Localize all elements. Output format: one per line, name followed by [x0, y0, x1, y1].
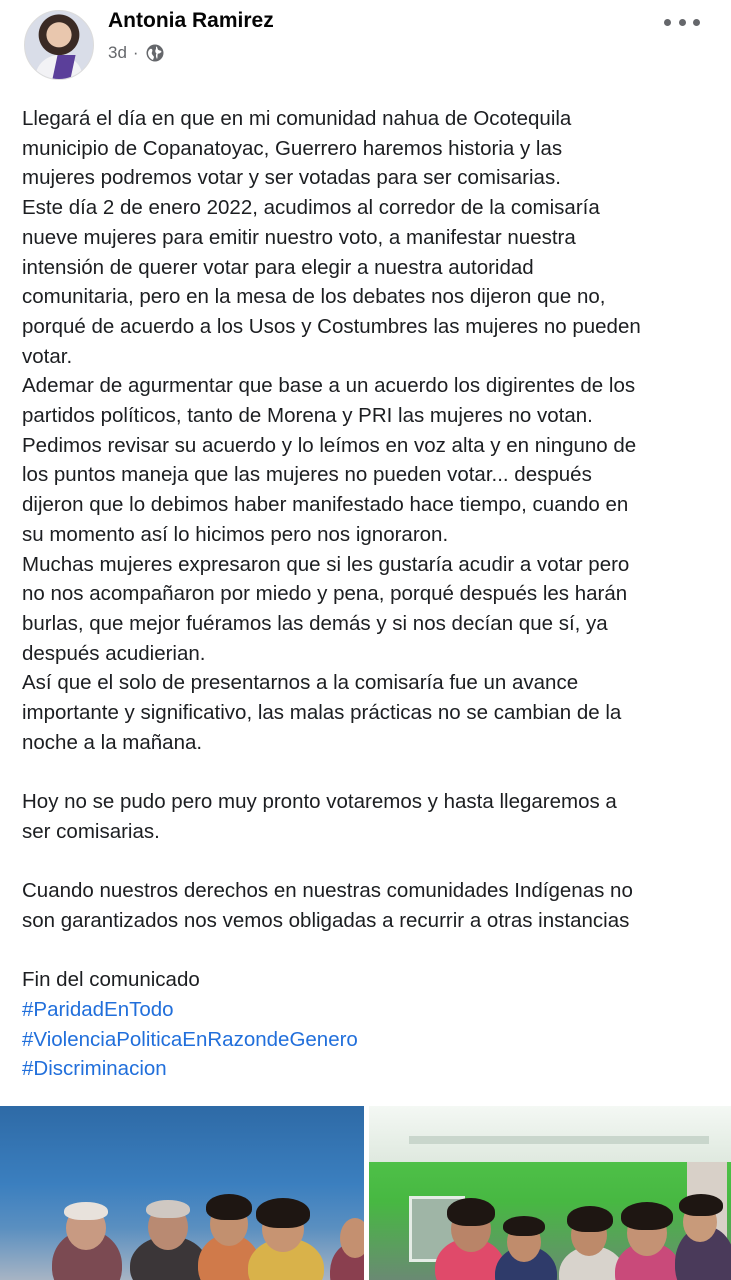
post-text-line: Fin del comunicado: [22, 968, 200, 992]
more-dot: [693, 19, 700, 26]
hashtag-link[interactable]: #ViolenciaPoliticaEnRazondeGenero: [22, 1027, 358, 1051]
photo-person-hair: [679, 1194, 723, 1216]
more-dot: [679, 19, 686, 26]
post-body: [22, 104, 718, 1084]
photo-person-hair: [447, 1198, 495, 1226]
photo-ceiling: [369, 1106, 731, 1162]
post-meta: [108, 42, 165, 64]
post-text-line: Este día 2 de enero 2022, acudimos al corredor de la comisaría: [22, 196, 600, 220]
photo-person-hair: [621, 1202, 673, 1230]
post-time[interactable]: 3d: [108, 43, 127, 62]
author-name[interactable]: Antonia Ramirez: [108, 9, 274, 32]
photo-beam: [409, 1136, 709, 1144]
post-text-line: Llegará el día en que en mi comunidad nahua de Ocotequila: [22, 107, 572, 130]
post-text-line: ser comisarias.: [22, 819, 160, 843]
post-text-line: Ademar de agurmentar que base a un acuerdo los digirentes de los: [22, 374, 636, 398]
photo-person-hair: [503, 1216, 545, 1236]
post-text-line: los puntos maneja que las mujeres no pueden votar... después: [22, 463, 592, 487]
post-text-line: burlas, que mejor fuéramos las demás y si nos decían que sí, ya: [22, 611, 608, 635]
post-text-line: Cuando nuestros derechos en nuestras comunidades Indígenas no: [22, 879, 633, 903]
more-dot: [664, 19, 671, 26]
hashtag-link[interactable]: #Discriminacion: [22, 1057, 167, 1081]
photo-person-hair: [206, 1194, 252, 1220]
post-text-line: mujeres podremos votar y ser votadas para ser comisarias.: [22, 166, 561, 190]
globe-icon[interactable]: [145, 43, 165, 63]
paragraph-gap: [22, 936, 718, 966]
meta-separator: ·: [132, 43, 139, 62]
more-options-icon[interactable]: [664, 10, 700, 34]
photo-person-hair: [146, 1200, 190, 1218]
avatar[interactable]: [24, 10, 94, 80]
post-text-line: no nos acompañaron por miedo y pena, porqué después les harán: [22, 582, 628, 606]
post-text-line: nueve mujeres para emitir nuestro voto, a manifestar nuestra: [22, 225, 576, 249]
post-text-line: después acudierian.: [22, 641, 206, 665]
photo-person-hair: [256, 1198, 310, 1228]
paragraph-gap: [22, 847, 718, 877]
post-text-line: Pedimos revisar su acuerdo y lo leímos en voz alta y en ninguno de: [22, 433, 637, 457]
post-text-line: su momento así lo hicimos pero nos ignoraron.: [22, 522, 449, 546]
photo-person-hair: [567, 1206, 613, 1232]
post-text-line: comunitaria, pero en la mesa de los debates nos dijeron que no,: [22, 285, 606, 309]
photo-grid: [0, 1106, 731, 1280]
photo-women-indoors[interactable]: [369, 1106, 731, 1280]
hashtag-link[interactable]: #ParidadEnTodo: [22, 998, 174, 1022]
post-text-line: dijeron que lo debimos haber manifestado hace tiempo, cuando en: [22, 493, 629, 517]
post-text-line: porqué de acuerdo a los Usos y Costumbres las mujeres no pueden: [22, 314, 641, 338]
post-text-line: son garantizados nos vemos obligadas a recurrir a otras instancias: [22, 908, 630, 932]
post-text-line: importante y significativo, las malas prácticas no se cambian de la: [22, 701, 622, 725]
post-text-line: Hoy no se pudo pero muy pronto votaremos y hasta llegaremos a: [22, 790, 617, 814]
photo-person-hair: [64, 1202, 108, 1220]
post-header: [0, 0, 731, 90]
post-text-line: partidos políticos, tanto de Morena y PRI las mujeres no votan.: [22, 404, 593, 428]
post-text-line: Muchas mujeres expresaron que si les gustaría acudir a votar pero: [22, 552, 630, 576]
post-text-line: intensión de querer votar para elegir a nuestra autoridad: [22, 255, 534, 279]
photo-women-outdoors[interactable]: [0, 1106, 364, 1280]
paragraph-gap: [22, 757, 718, 787]
post-text-line: Así que el solo de presentarnos a la comisaría fue un avance: [22, 671, 579, 695]
post-text-line: noche a la mañana.: [22, 730, 203, 754]
post-text-line: votar.: [22, 344, 73, 368]
post-text-line: municipio de Copanatoyac, Guerrero haremos historia y las: [22, 136, 563, 160]
photo-person-head: [340, 1218, 364, 1258]
